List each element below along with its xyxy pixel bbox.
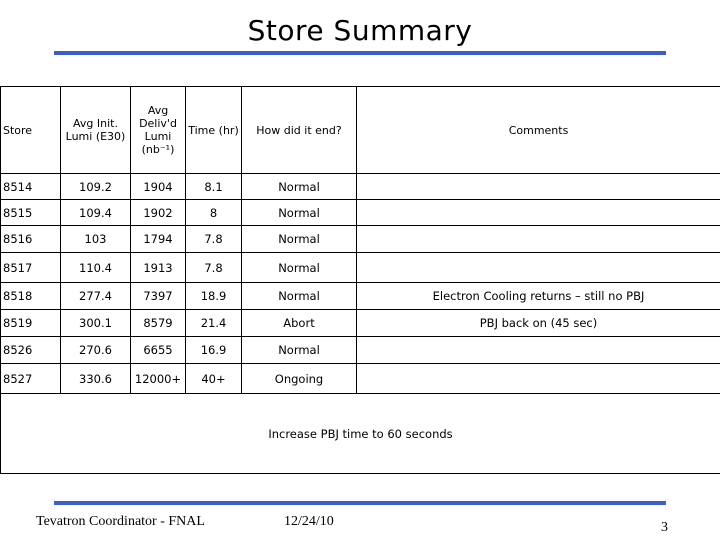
comment-cell (357, 364, 720, 394)
init-lumi-cell: 103 (61, 226, 131, 253)
bottom-rule (54, 501, 666, 505)
delivd-lumi-cell: 1904 (131, 174, 186, 200)
init-lumi-cell: 270.6 (61, 337, 131, 364)
header-avg-delivd-lumi: Avg Deliv'd Lumi (nb⁻¹) (131, 87, 186, 174)
comment-cell (357, 253, 720, 283)
init-lumi-cell: 330.6 (61, 364, 131, 394)
time-cell: 16.9 (186, 337, 242, 364)
init-lumi-cell: 300.1 (61, 310, 131, 337)
end-cell: Ongoing (242, 364, 357, 394)
time-cell: 8 (186, 200, 242, 226)
table-row (1, 283, 720, 310)
time-cell: 7.8 (186, 253, 242, 283)
time-cell: 18.9 (186, 283, 242, 310)
comment-cell: Electron Cooling returns – still no PBJ (357, 283, 720, 310)
note-cell: Increase PBJ time to 60 seconds (1, 394, 720, 474)
init-lumi-cell: 277.4 (61, 283, 131, 310)
store-cell: 8519 (1, 310, 61, 337)
init-lumi-cell: 109.4 (61, 200, 131, 226)
comment-cell (357, 337, 720, 364)
table-row (1, 310, 720, 337)
comment-cell (357, 226, 720, 253)
init-lumi-cell: 110.4 (61, 253, 131, 283)
end-cell: Abort (242, 310, 357, 337)
top-rule (54, 51, 666, 55)
comment-cell (357, 174, 720, 200)
comment-cell (357, 200, 720, 226)
footer-organization: Tevatron Coordinator - FNAL (36, 514, 205, 529)
store-cell: 8526 (1, 337, 61, 364)
time-cell: 40+ (186, 364, 242, 394)
store-cell: 8527 (1, 364, 61, 394)
table-row (1, 226, 720, 253)
time-cell: 8.1 (186, 174, 242, 200)
delivd-lumi-cell: 12000+ (131, 364, 186, 394)
table-row (1, 364, 720, 394)
table-note-row (1, 394, 720, 474)
header-time: Time (hr) (186, 87, 242, 174)
time-cell: 21.4 (186, 310, 242, 337)
header-how-did-it-end: How did it end? (242, 87, 357, 174)
end-cell: Normal (242, 337, 357, 364)
end-cell: Normal (242, 174, 357, 200)
store-cell: 8515 (1, 200, 61, 226)
comment-cell: PBJ back on (45 sec) (357, 310, 720, 337)
store-summary-table (0, 86, 720, 474)
slide-title: Store Summary (247, 14, 473, 47)
delivd-lumi-cell: 1794 (131, 226, 186, 253)
store-cell: 8517 (1, 253, 61, 283)
end-cell: Normal (242, 253, 357, 283)
store-cell: 8514 (1, 174, 61, 200)
store-cell: 8516 (1, 226, 61, 253)
end-cell: Normal (242, 200, 357, 226)
store-cell: 8518 (1, 283, 61, 310)
header-store: Store (1, 87, 61, 174)
delivd-lumi-cell: 1902 (131, 200, 186, 226)
table-row (1, 174, 720, 200)
end-cell: Normal (242, 226, 357, 253)
init-lumi-cell: 109.2 (61, 174, 131, 200)
delivd-lumi-cell: 8579 (131, 310, 186, 337)
table-row (1, 337, 720, 364)
delivd-lumi-cell: 6655 (131, 337, 186, 364)
time-cell: 7.8 (186, 226, 242, 253)
page-number: 3 (661, 520, 668, 535)
end-cell: Normal (242, 283, 357, 310)
table-row (1, 253, 720, 283)
delivd-lumi-cell: 7397 (131, 283, 186, 310)
header-comments: Comments (357, 87, 720, 174)
table-header-row (1, 87, 720, 174)
delivd-lumi-cell: 1913 (131, 253, 186, 283)
header-avg-init-lumi: Avg Init. Lumi (E30) (61, 87, 131, 174)
table-row (1, 200, 720, 226)
footer-date: 12/24/10 (284, 514, 334, 529)
